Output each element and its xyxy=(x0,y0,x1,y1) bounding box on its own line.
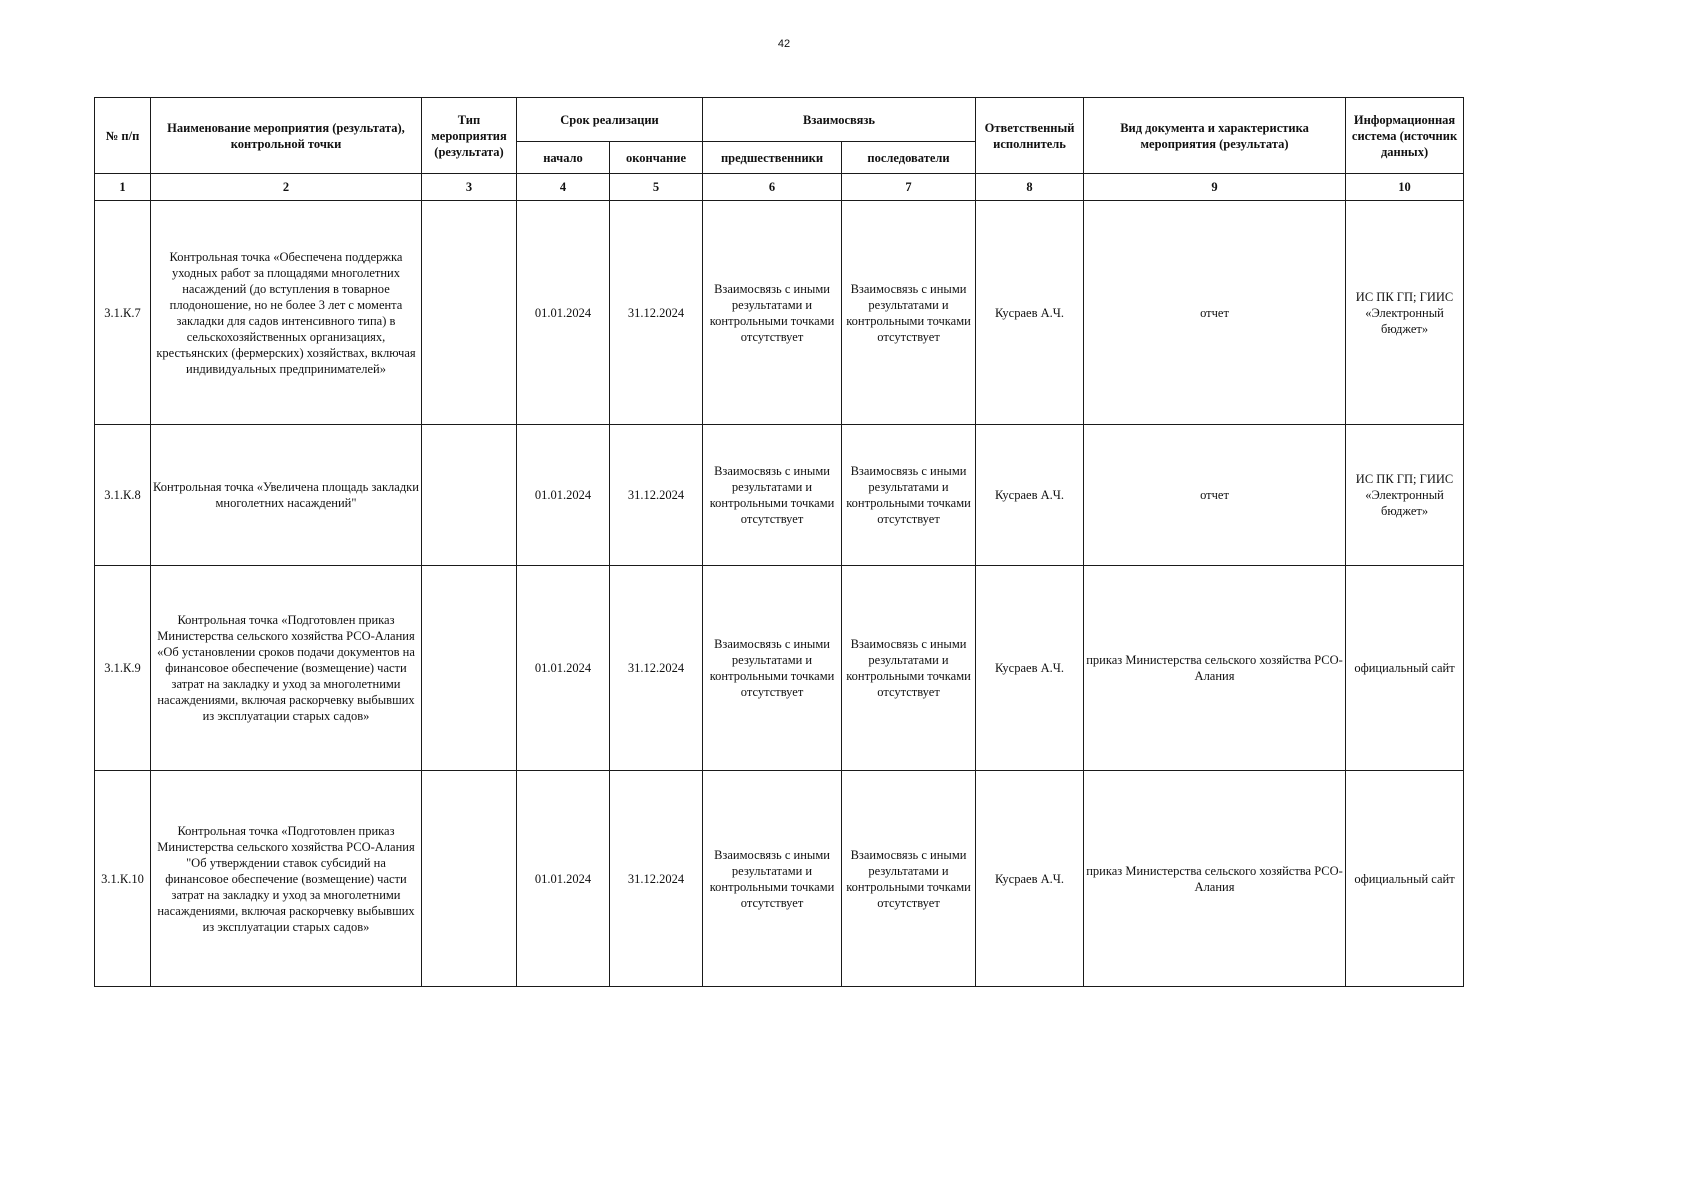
start-date: 01.01.2024 xyxy=(517,566,610,771)
information-system: ИС ПК ГП; ГИИС «Электронный бюджет» xyxy=(1346,425,1464,566)
responsible-executor: Кусраев А.Ч. xyxy=(976,425,1084,566)
document-type: отчет xyxy=(1084,201,1346,425)
responsible-executor: Кусраев А.Ч. xyxy=(976,566,1084,771)
event-type xyxy=(422,201,517,425)
plan-table xyxy=(94,97,1464,987)
header-start: начало xyxy=(517,142,610,174)
responsible-executor: Кусраев А.Ч. xyxy=(976,201,1084,425)
end-date: 31.12.2024 xyxy=(610,201,703,425)
table-row xyxy=(95,566,1464,771)
row-number: 3.1.К.10 xyxy=(95,771,151,987)
column-number: 3 xyxy=(422,174,517,201)
header-exec: Ответственный исполнитель xyxy=(976,98,1084,174)
header-term: Срок реализации xyxy=(517,98,703,142)
header-name: Наименование мероприятия (результата), контрольной точки xyxy=(151,98,422,174)
header-succ: последователи xyxy=(842,142,976,174)
event-type xyxy=(422,425,517,566)
header-num: № п/п xyxy=(95,98,151,174)
start-date: 01.01.2024 xyxy=(517,425,610,566)
table-row xyxy=(95,201,1464,425)
successors: Взаимосвязь с иными результатами и контрольными точками отсутствует xyxy=(842,201,976,425)
responsible-executor: Кусраев А.Ч. xyxy=(976,771,1084,987)
successors: Взаимосвязь с иными результатами и контрольными точками отсутствует xyxy=(842,771,976,987)
header-row xyxy=(95,98,1464,142)
table-row xyxy=(95,425,1464,566)
column-number: 1 xyxy=(95,174,151,201)
document-type: отчет xyxy=(1084,425,1346,566)
successors: Взаимосвязь с иными результатами и контрольными точками отсутствует xyxy=(842,425,976,566)
information-system: ИС ПК ГП; ГИИС «Электронный бюджет» xyxy=(1346,201,1464,425)
document-type: приказ Министерства сельского хозяйства РСО-Алания xyxy=(1084,771,1346,987)
predecessors: Взаимосвязь с иными результатами и контрольными точками отсутствует xyxy=(703,771,842,987)
row-number: 3.1.К.7 xyxy=(95,201,151,425)
header-link: Взаимосвязь xyxy=(703,98,976,142)
column-numbers-row xyxy=(95,174,1464,201)
column-number: 6 xyxy=(703,174,842,201)
table-row xyxy=(95,771,1464,987)
event-name: Контрольная точка «Обеспечена поддержка уходных работ за площадями многолетних насаждений (до вступления в товарное плодоношение, но не более 3 лет с момента закладки для садов интенсивного типа) в сельскохозяйственных организациях, крестьянских (фермерских) хозяйствах, включая индивидуальных предпринимателей» xyxy=(151,201,422,425)
document-type: приказ Министерства сельского хозяйства РСО-Алания xyxy=(1084,566,1346,771)
predecessors: Взаимосвязь с иными результатами и контрольными точками отсутствует xyxy=(703,566,842,771)
row-number: 3.1.К.8 xyxy=(95,425,151,566)
start-date: 01.01.2024 xyxy=(517,201,610,425)
column-number: 5 xyxy=(610,174,703,201)
start-date: 01.01.2024 xyxy=(517,771,610,987)
page-number: 42 xyxy=(777,38,791,50)
event-type xyxy=(422,771,517,987)
column-number: 8 xyxy=(976,174,1084,201)
end-date: 31.12.2024 xyxy=(610,566,703,771)
header-sys: Информационная система (источник данных) xyxy=(1346,98,1464,174)
event-name: Контрольная точка «Увеличена площадь закладки многолетних насаждений" xyxy=(151,425,422,566)
successors: Взаимосвязь с иными результатами и контрольными точками отсутствует xyxy=(842,566,976,771)
end-date: 31.12.2024 xyxy=(610,425,703,566)
predecessors: Взаимосвязь с иными результатами и контрольными точками отсутствует xyxy=(703,201,842,425)
column-number: 7 xyxy=(842,174,976,201)
predecessors: Взаимосвязь с иными результатами и контрольными точками отсутствует xyxy=(703,425,842,566)
information-system: официальный сайт xyxy=(1346,566,1464,771)
column-number: 9 xyxy=(1084,174,1346,201)
column-number: 10 xyxy=(1346,174,1464,201)
row-number: 3.1.К.9 xyxy=(95,566,151,771)
column-number: 2 xyxy=(151,174,422,201)
header-type: Тип мероприятия (результата) xyxy=(422,98,517,174)
header-end: окончание xyxy=(610,142,703,174)
event-type xyxy=(422,566,517,771)
event-name: Контрольная точка «Подготовлен приказ Министерства сельского хозяйства РСО-Алания «Об установлении сроков подачи документов на финансовое обеспечение (возмещение) части затрат на закладку и уход за многолетними насаждениями, включая раскорчевку выбывших из эксплуатации старых садов» xyxy=(151,566,422,771)
event-name: Контрольная точка «Подготовлен приказ Министерства сельского хозяйства РСО-Алания "Об утверждении ставок субсидий на финансовое обеспечение (возмещение) части затрат на закладку и уход за многолетними насаждениями, включая раскорчевку выбывших из эксплуатации старых садов» xyxy=(151,771,422,987)
end-date: 31.12.2024 xyxy=(610,771,703,987)
header-pred: предшественники xyxy=(703,142,842,174)
information-system: официальный сайт xyxy=(1346,771,1464,987)
header-doc: Вид документа и характеристика мероприятия (результата) xyxy=(1084,98,1346,174)
column-number: 4 xyxy=(517,174,610,201)
